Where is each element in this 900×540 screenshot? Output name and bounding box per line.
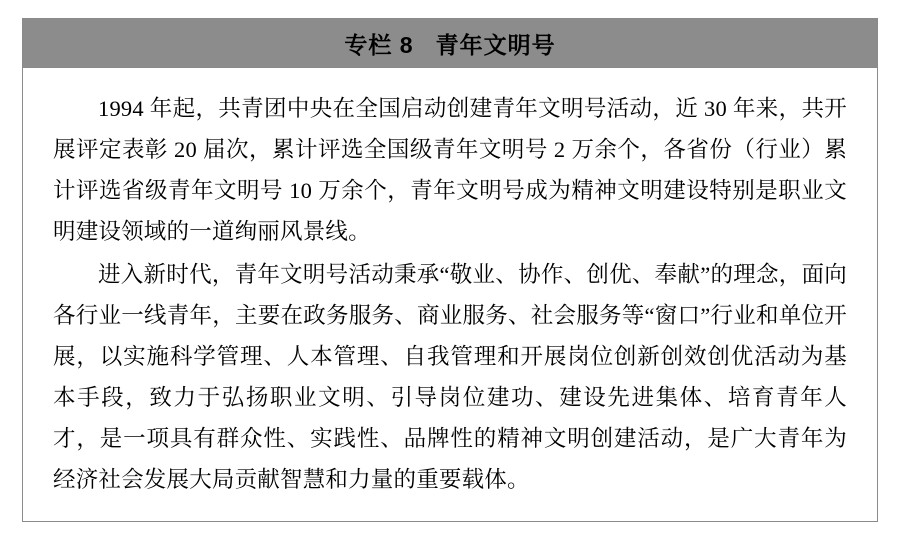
box-title: 专栏 8 青年文明号 — [344, 31, 556, 58]
body-paragraph-2: 进入新时代，青年文明号活动秉承“敬业、协作、创优、奉献”的理念，面向各行业一线青年，主要在政务服务、商业服务、社会服务等“窗口”行业和单位开展，以实施科学管理、人本管理、自我管理和开展岗位创新创效创优活动为基本手段，致力于弘扬职业文明、引导岗位建功、建设先进集体、培育青年人才，是一项具有群众性、实践性、品牌性的精神文明创建活动，是广大青年为经济社会发展大局贡献智慧和力量的重要载体。 — [53, 262, 847, 492]
body-paragraph-1: 1994 年起，共青团中央在全国启动创建青年文明号活动，近 30 年来，共开展评定表彰 20 届次，累计评选全国级青年文明号 2 万余个，各省份（行业）累计评选省级青年文明号 10 万余个，青年文明号成为精神文明建设特别是职业文明建设领域的一道绚丽风景线。 — [53, 96, 847, 244]
box-body — [23, 68, 877, 521]
box-header — [23, 19, 877, 68]
sidebar-box — [22, 18, 878, 522]
